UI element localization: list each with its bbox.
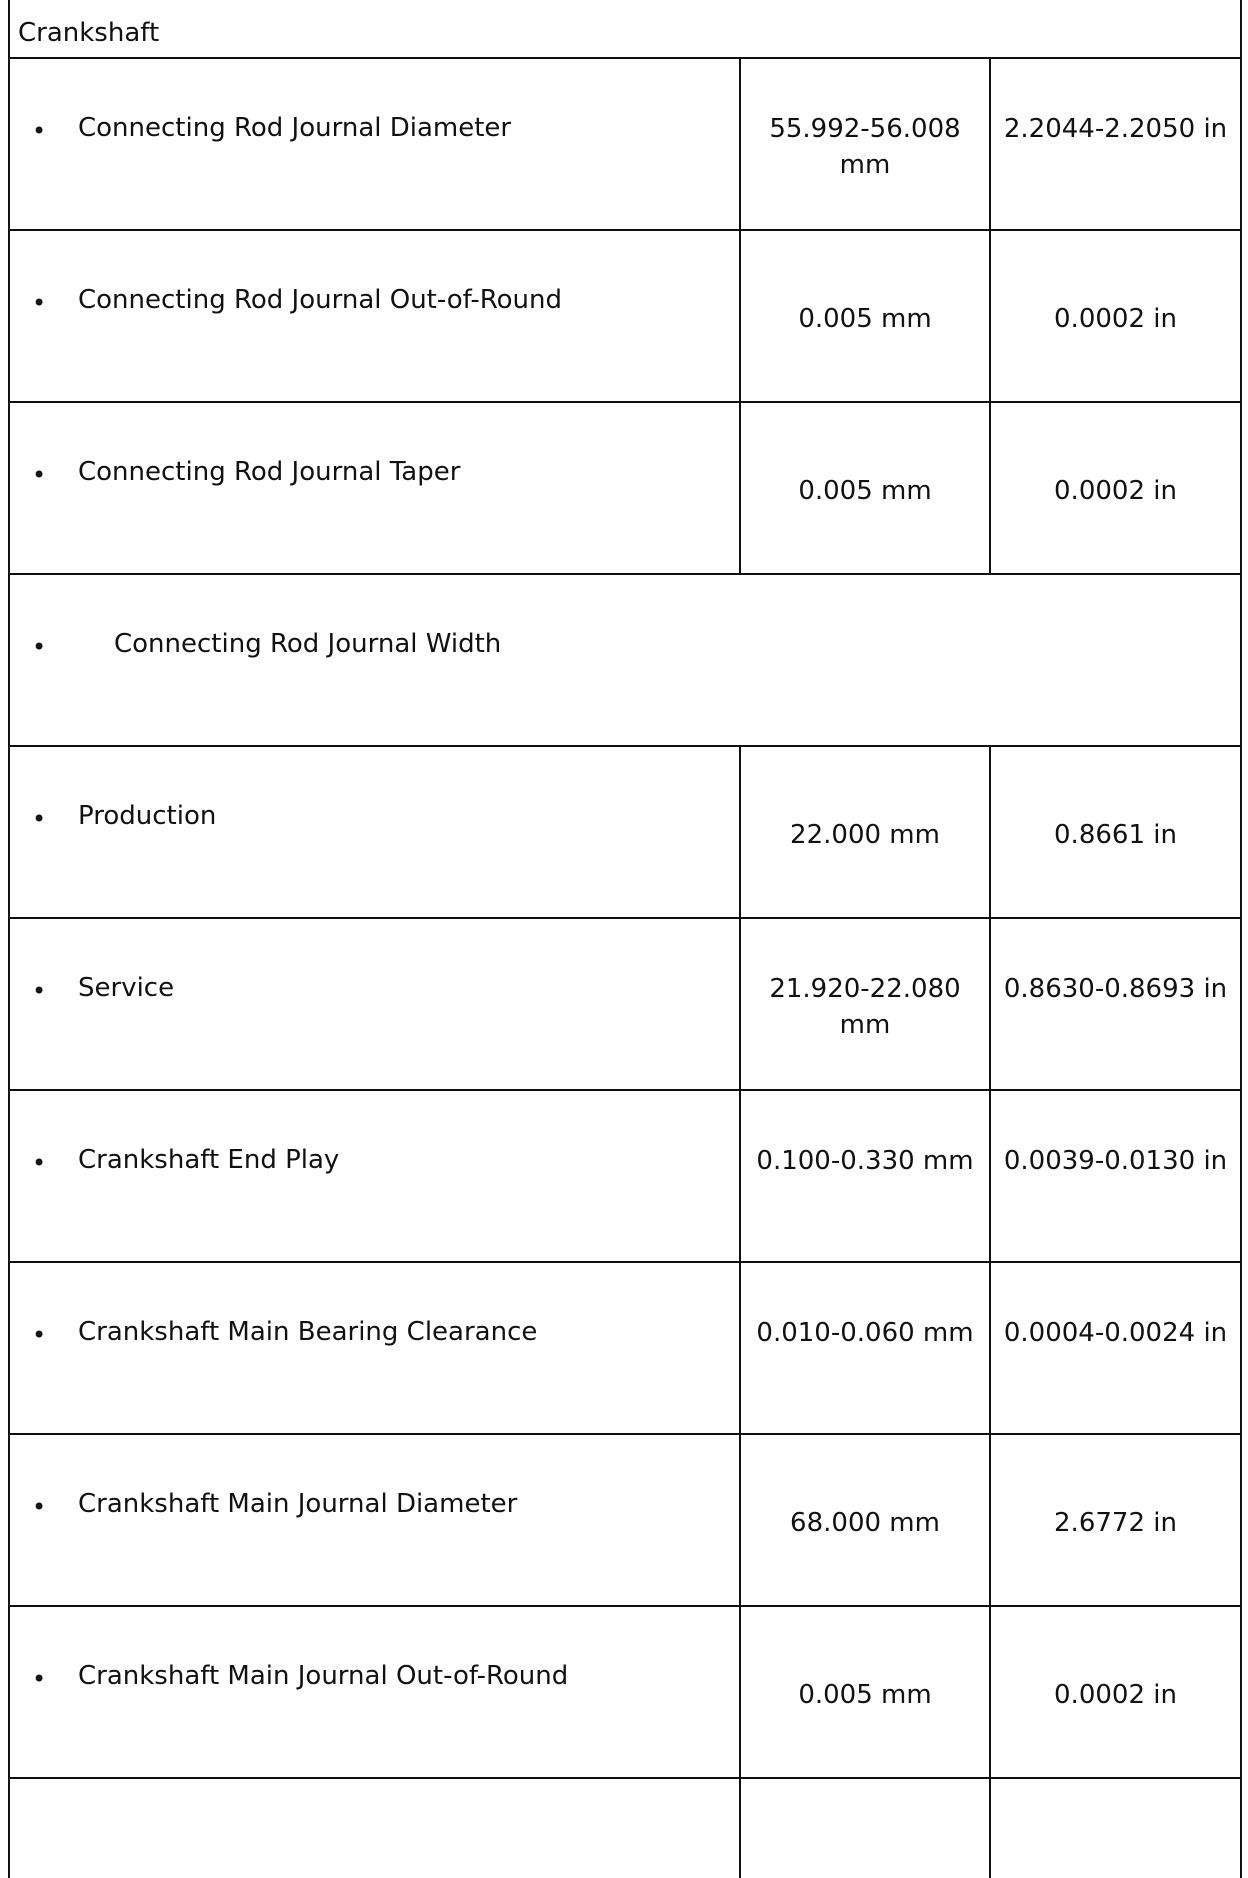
imperial-value-cell	[990, 1434, 1241, 1606]
metric-value-cell	[740, 918, 990, 1090]
metric-value-cell	[740, 230, 990, 402]
metric-value: 0.005 mm	[798, 1680, 932, 1710]
imperial-value-cell	[990, 1778, 1241, 1878]
imperial-value-cell	[990, 58, 1241, 230]
table-row	[9, 58, 1241, 230]
spec-label: Connecting Rod Journal Out-of-Round	[78, 285, 563, 315]
metric-value: 0.010-0.060 mm	[756, 1318, 974, 1348]
spec-label-cell	[9, 402, 740, 574]
metric-value-cell	[740, 1090, 990, 1262]
bullet-icon: •	[32, 977, 47, 1005]
section-title: Crankshaft	[9, 0, 1241, 58]
bullet-icon: •	[32, 633, 47, 661]
metric-value-cell	[740, 1606, 990, 1778]
spec-label: Crankshaft Main Journal Diameter	[78, 1489, 518, 1519]
spec-label-cell	[9, 1434, 740, 1606]
imperial-value-cell	[990, 918, 1241, 1090]
table-row	[9, 1606, 1241, 1778]
imperial-value-cell	[990, 1090, 1241, 1262]
imperial-value-cell	[990, 746, 1241, 918]
table-row	[9, 918, 1241, 1090]
imperial-value: 2.2044-2.2050 in	[1003, 114, 1228, 144]
table-row	[9, 1262, 1241, 1434]
imperial-value: 0.8661 in	[1054, 820, 1177, 850]
imperial-value-cell	[990, 1262, 1241, 1434]
bullet-icon: •	[32, 289, 47, 317]
spec-label-cell	[9, 1262, 740, 1434]
table-row	[9, 1778, 1241, 1878]
spec-label-cell	[9, 1090, 740, 1262]
spec-label-cell	[9, 58, 740, 230]
table-row	[9, 746, 1241, 918]
section-header-row	[9, 0, 1241, 58]
table-row	[9, 574, 1241, 746]
spec-label: Connecting Rod Journal Taper	[78, 457, 461, 487]
imperial-value-cell	[990, 230, 1241, 402]
spec-label: Service	[78, 973, 175, 1003]
metric-value-cell	[740, 58, 990, 230]
table-row	[9, 1090, 1241, 1262]
imperial-value-cell	[990, 1606, 1241, 1778]
imperial-value: 0.0002 in	[1054, 1680, 1177, 1710]
metric-value-cell	[740, 746, 990, 918]
metric-value: 21.920-22.080 mm	[769, 974, 961, 1040]
metric-value-cell	[740, 402, 990, 574]
bullet-icon: •	[32, 1665, 47, 1693]
imperial-value: 2.6772 in	[1054, 1508, 1177, 1538]
table-row	[9, 402, 1241, 574]
table-row	[9, 1434, 1241, 1606]
metric-value: 0.005 mm	[798, 476, 932, 506]
bullet-icon: •	[32, 117, 47, 145]
spec-label: Crankshaft Main Journal Out-of-Round	[78, 1661, 569, 1691]
spec-label-cell	[9, 918, 740, 1090]
metric-value-cell	[740, 1434, 990, 1606]
crankshaft-spec-table	[8, 0, 1242, 1878]
metric-value: 0.100-0.330 mm	[756, 1146, 974, 1176]
imperial-value: 0.8630-0.8693 in	[1003, 974, 1228, 1004]
imperial-value: 0.0039-0.0130 in	[1003, 1146, 1228, 1176]
imperial-value: 0.0002 in	[1054, 476, 1177, 506]
spec-label: Crankshaft Main Bearing Clearance	[78, 1317, 538, 1347]
metric-value-cell	[740, 1778, 990, 1878]
spec-label: Connecting Rod Journal Diameter	[78, 113, 512, 143]
metric-value: 55.992-56.008 mm	[769, 114, 961, 180]
bullet-icon: •	[32, 1321, 47, 1349]
bullet-icon: •	[32, 1149, 47, 1177]
spec-label-cell	[9, 1606, 740, 1778]
bullet-icon: •	[32, 461, 47, 489]
metric-value-cell	[740, 1262, 990, 1434]
imperial-value-cell	[990, 402, 1241, 574]
bullet-icon: •	[32, 805, 47, 833]
spec-label: Crankshaft End Play	[78, 1145, 340, 1175]
spec-subheading-cell	[9, 574, 1241, 746]
spec-label-cell	[9, 746, 740, 918]
spec-label: Production	[78, 801, 217, 831]
table-row	[9, 230, 1241, 402]
spec-label: Connecting Rod Journal Width	[114, 629, 502, 659]
spec-label-cell	[9, 1778, 740, 1878]
imperial-value: 0.0004-0.0024 in	[1003, 1318, 1228, 1348]
spec-label-cell	[9, 230, 740, 402]
bullet-icon: •	[32, 1493, 47, 1521]
metric-value: 0.005 mm	[798, 304, 932, 334]
metric-value: 22.000 mm	[790, 820, 940, 850]
metric-value: 68.000 mm	[790, 1508, 940, 1538]
imperial-value: 0.0002 in	[1054, 304, 1177, 334]
